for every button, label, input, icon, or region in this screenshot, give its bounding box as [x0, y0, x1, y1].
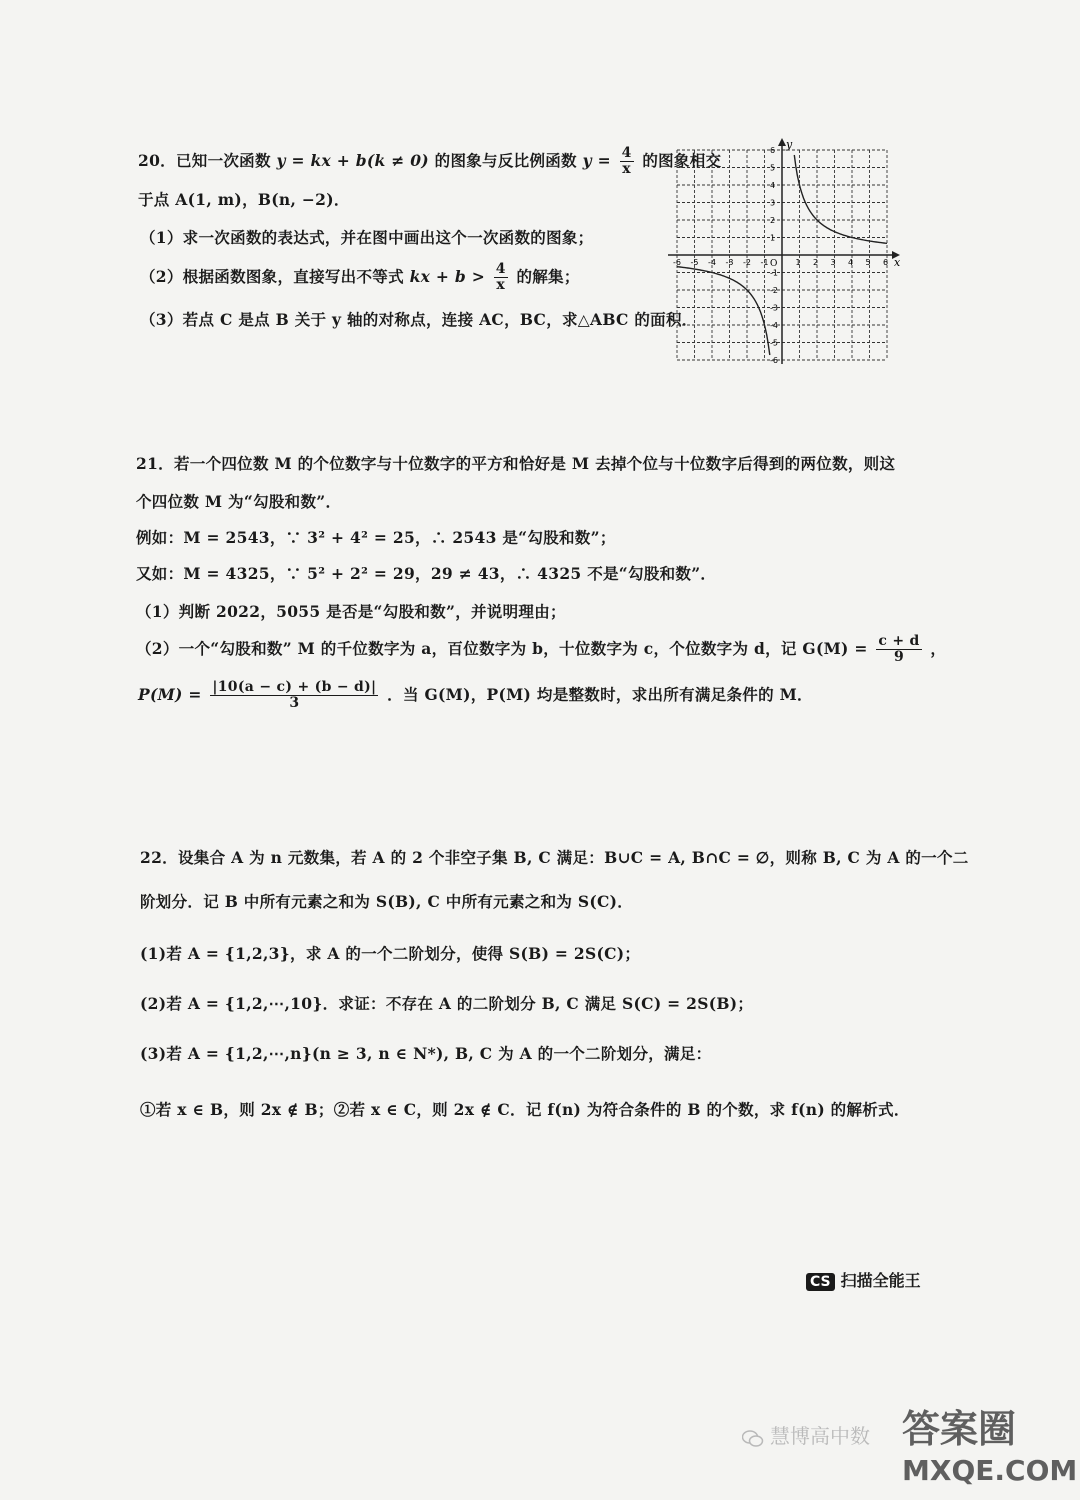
q20-text-b: 的图象与反比例函数 [434, 150, 577, 170]
q20-part1: （1）求一次函数的表达式，并在图中画出这个一次函数的图象； [140, 228, 594, 247]
y-tick-label: -1 [770, 268, 778, 278]
q21-part2 [136, 634, 946, 666]
watermark-url: MXQE.COM [902, 1454, 1078, 1487]
q20-frac-den: x [622, 161, 631, 178]
q20-part2-text: （2）根据函数图象，直接写出不等式 [140, 266, 404, 286]
q21-pm-num: |10(a − c) + (b − d)| [212, 679, 377, 695]
q20-part3: （3）若点 C 是点 B 关于 y 轴的对称点，连接 AC，BC，求△ABC 的面积． [140, 310, 698, 329]
x-axis-label: x [894, 256, 901, 269]
wechat-text: 慧博高中数 [770, 1424, 870, 1448]
y-tick-label: 1 [770, 233, 776, 243]
x-tick-label: 5 [865, 258, 871, 267]
x-tick-label: -2 [743, 258, 751, 267]
hyperbola-branch-q3 [677, 267, 770, 355]
q21-pm-den: 3 [289, 695, 300, 712]
q20-frac-num: 4 [621, 145, 632, 161]
axes [668, 138, 900, 364]
origin-label: O [770, 259, 778, 269]
coordinate-grid [668, 138, 904, 368]
q21-pm-fraction [210, 680, 378, 712]
q21-g-den: 9 [893, 649, 905, 666]
y-tick-label: 3 [770, 198, 776, 208]
y-tick-label: 6 [770, 146, 776, 155]
q20-part2-fraction [494, 262, 508, 294]
q20-linear-eq: y = kx + b(k ≠ 0) [276, 150, 429, 170]
q20-line2: 于点 A(1, m)，B(n, −2)． [138, 190, 350, 209]
q21-pm-label: P(M) = [138, 684, 202, 704]
q22-part1: (1)若 A = {1,2,3}，求 A 的一个二阶划分，使得 S(B) = 2S(C)； [140, 944, 641, 963]
hyperbola-branch-q1 [794, 155, 887, 243]
y-axis-arrow [778, 138, 786, 146]
y-axis-label: y [786, 138, 793, 151]
q21-pm-line [138, 680, 813, 712]
x-tick-label: -3 [725, 258, 734, 267]
cs-logo-icon: CS [806, 1273, 835, 1291]
y-tick-label: -2 [770, 286, 778, 295]
q21-pm-text: ．当 G(M)，P(M) 均是整数时，求出所有满足条件的 M． [387, 684, 813, 704]
q22-part4: ①若 x ∈ B，则 2x ∉ B；②若 x ∈ C，则 2x ∉ C．记 f(n) 为符合条件的 B 的个数，求 f(n) 的解析式． [140, 1100, 910, 1119]
q21-g-num: c + d [878, 633, 920, 649]
q20-line1 [138, 146, 721, 178]
watermark-title: 答案圈 [902, 1407, 1017, 1451]
q21-example1: 例如：M = 2543，∵ 3² + 4² = 25，∴ 2543 是“勾股和数”； [136, 528, 616, 547]
q20-part2-frac-num: 4 [495, 261, 506, 277]
wechat-watermark [742, 1420, 870, 1449]
q21-line2: 个四位数 M 为“勾股和数”． [136, 492, 342, 511]
scan-text: 扫描全能王 [840, 1271, 921, 1290]
q22-part3: (3)若 A = {1,2,⋯,n}(n ≥ 3, n ∈ N*), B, C 为 A 的一个二阶划分，满足： [140, 1044, 712, 1063]
q20-part2-ineq: kx + b > [409, 266, 485, 286]
x-tick-label: -4 [708, 258, 716, 267]
q20-part2-frac-den: x [496, 277, 506, 294]
q21-part1: （1）判断 2022，5055 是否是“勾股和数”，并说明理由； [136, 602, 566, 621]
q21-g-fraction [876, 634, 921, 666]
x-tick-label: 6 [883, 258, 889, 267]
q20-text-a: 20．已知一次函数 [138, 150, 271, 170]
q22-line1: 22．设集合 A 为 n 元数集，若 A 的 2 个非空子集 B, C 满足：B∪C = A, B∩C = ∅，则称 B, C 为 A 的一个二 [140, 848, 969, 867]
camscanner-mark [806, 1268, 921, 1291]
y-tick-label: -5 [770, 338, 778, 348]
y-tick-label: 2 [770, 216, 776, 225]
q20-part2-text-end: 的解集； [516, 266, 580, 286]
q21-line1: 21．若一个四位数 M 的个位数字与十位数字的平方和恰好是 M 去掉个位与十位数字后得到的两位数，则这 [136, 454, 896, 473]
q20-part2 [140, 262, 580, 294]
q22-part2: (2)若 A = {1,2,⋯,10}．求证：不存在 A 的二阶划分 B, C 满足 S(C) = 2S(B)； [140, 994, 754, 1013]
x-tick-label: -5 [690, 258, 699, 267]
q20-fraction [620, 146, 634, 178]
x-tick-label: 4 [848, 258, 854, 267]
y-tick-label: -4 [770, 321, 778, 330]
q20-text-c: 的图象相交 [642, 150, 722, 170]
y-tick-label: 4 [770, 181, 776, 190]
wechat-icon [742, 1430, 764, 1448]
q21-part2-end: ， [930, 638, 947, 658]
q21-example2: 又如：M = 4325，∵ 5² + 2² = 29，29 ≠ 43，∴ 4325 不是“勾股和数”． [136, 564, 717, 583]
q22-line2: 阶划分．记 B 中所有元素之和为 S(B), C 中所有元素之和为 S(C)． [140, 892, 634, 911]
y-tick-label: 5 [770, 163, 776, 173]
q20-y-eq: y = [582, 150, 611, 170]
x-tick-label: 1 [795, 258, 801, 267]
x-tick-label: 2 [813, 258, 819, 267]
q21-part2-text: （2）一个“勾股和数” M 的千位数字为 a，百位数字为 b，十位数字为 c，个位数字为 d，记 G(M) = [136, 638, 868, 658]
x-tick-label: -6 [673, 258, 681, 267]
x-tick-label: -1 [760, 258, 769, 267]
x-tick-label: 3 [830, 258, 836, 267]
y-tick-label: -3 [770, 303, 778, 313]
y-tick-label: -6 [770, 356, 778, 365]
